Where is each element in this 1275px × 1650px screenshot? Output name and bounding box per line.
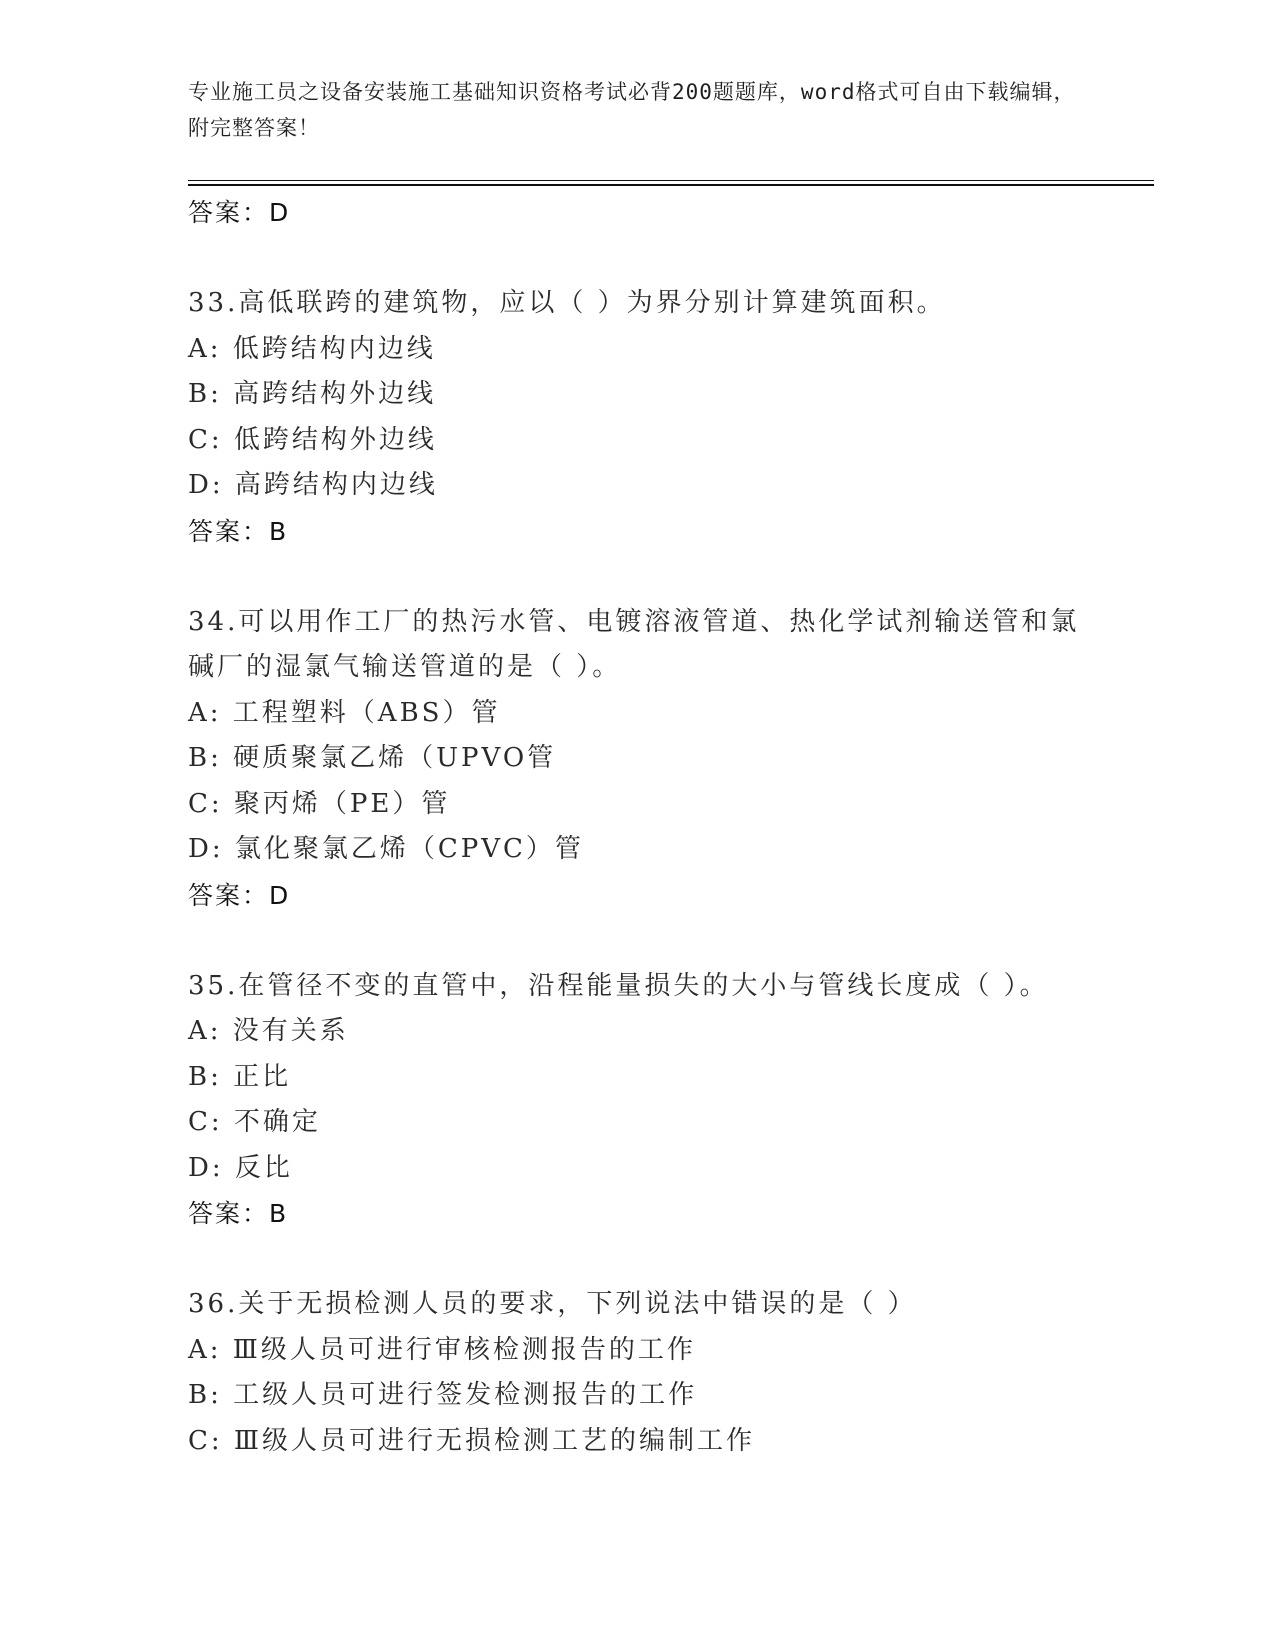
answer-line: 答案：D [188,198,291,227]
option-c: C: Ⅲ级人员可进行无损检测工艺的编制工作 [188,1425,755,1456]
option-b: B: 工级人员可进行签发检测报告的工作 [188,1380,698,1410]
answer-line: 答案：D [188,880,291,910]
option-c: C: 聚丙烯（PE）管 [188,788,451,819]
option-b: B: 正比 [188,1061,292,1092]
spacer [188,1236,1154,1282]
option-d: D: 高跨结构内边线 [188,470,438,500]
question-list [188,190,1154,1464]
option-a: A: 低跨结构内边线 [188,333,436,364]
header-divider-thick [188,184,1154,186]
header-divider-thin [188,180,1154,181]
answer-line: 答案：B [188,516,289,546]
option-b: B: 高跨结构外边线 [188,379,437,409]
question-text: 35.在管径不变的直管中，沿程能量损失的大小与管线长度成（ ）。 [188,970,1049,1001]
option-d: D: 氯化聚氯乙烯（CPVC）管 [188,834,584,864]
answer-line: 答案：B [188,1199,289,1228]
option-c: C: 低跨结构外边线 [188,424,437,455]
option-c: C: 不确定 [188,1107,321,1137]
spacer [188,554,1154,600]
question-text: 36.关于无损检测人员的要求，下列说法中错误的是（ ） [188,1289,917,1319]
question-text: 33.高低联跨的建筑物，应以（ ）为界分别计算建筑面积。 [188,288,946,318]
spacer [188,918,1154,964]
option-b: B: 硬质聚氯乙烯（UPVO管 [188,743,557,773]
document-header: 专业施工员之设备安装施工基础知识资格考试必背200题题库，word格式可自由下载编辑，附完整答案！ [188,80,1076,140]
question-text: 34.可以用作工厂的热污水管、电镀溶液管道、热化学试剂输送管和氯碱厂的湿氯气输送管道的是（ ）。 [188,606,1080,682]
spacer [188,235,1154,281]
option-a: A: Ⅲ级人员可进行审核检测报告的工作 [188,1334,696,1365]
option-d: D: 反比 [188,1152,293,1183]
option-a: A: 工程塑料（ABS）管 [188,697,501,728]
option-a: A: 没有关系 [188,1016,349,1046]
